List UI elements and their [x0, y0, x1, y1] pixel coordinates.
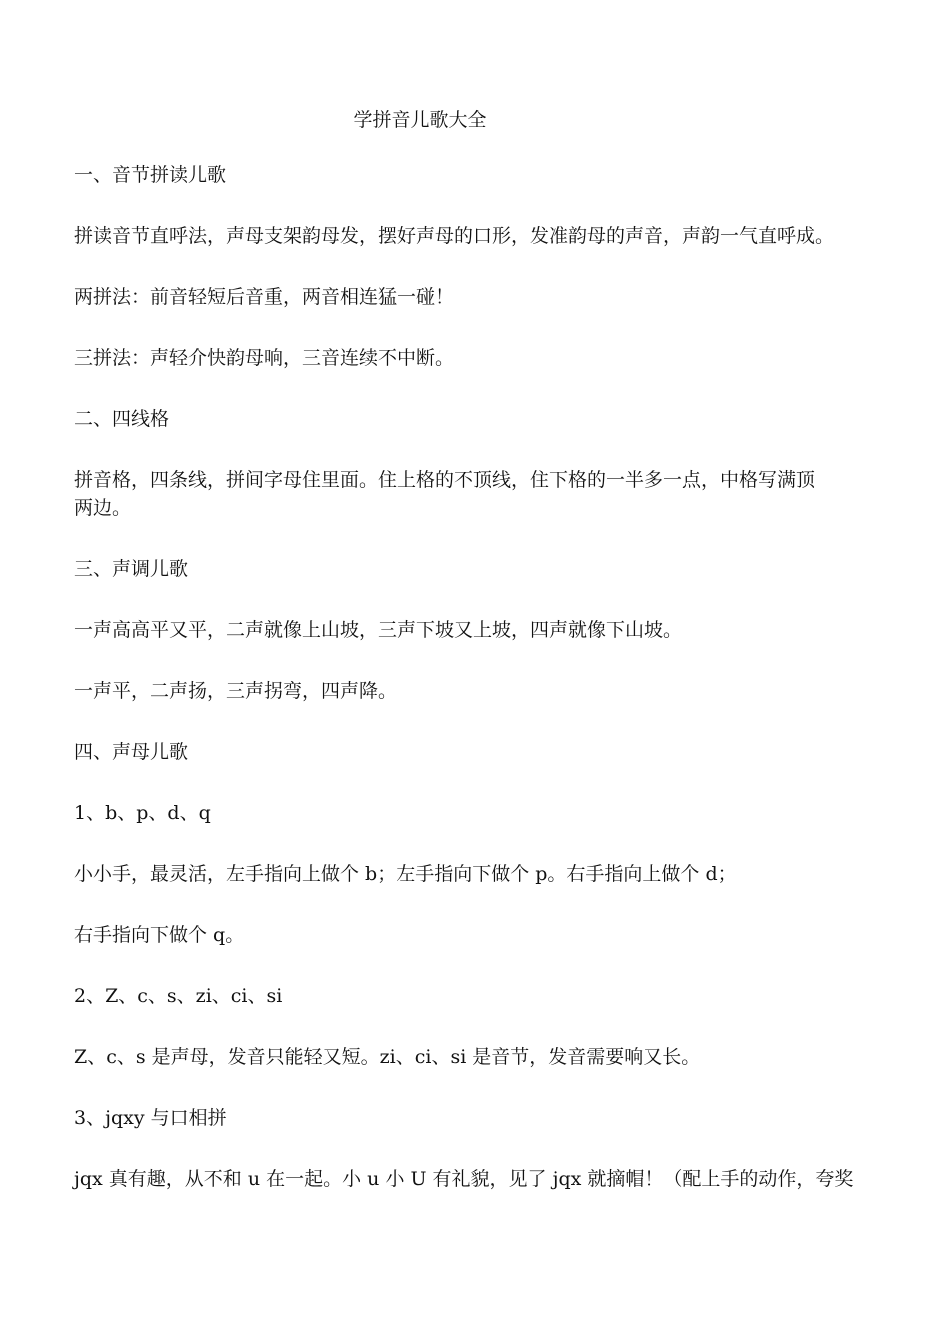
paragraph-line: 两边。 — [74, 497, 132, 519]
paragraph: 一声高高平又平，二声就像上山坡，三声下坡又上坡，四声就像下山坡。 — [74, 619, 683, 641]
paragraph: 两拼法：前音轻短后音重，两音相连猛一碰！ — [74, 286, 455, 308]
section-heading-syllable: 一、音节拼读儿歌 — [74, 164, 227, 186]
subheading: 3、jqxy 与口相拼 — [74, 1107, 227, 1129]
document-title: 学拼音儿歌大全 — [353, 109, 487, 131]
paragraph: 拼读音节直呼法，声母支架韵母发，摆好声母的口形，发准韵母的声音，声韵一气直呼成。 — [74, 225, 835, 247]
paragraph: Z、c、s 是声母，发音只能轻又短。zi、ci、si 是音节，发音需要响又长。 — [74, 1046, 701, 1068]
section-heading-initials: 四、声母儿歌 — [74, 741, 189, 763]
subheading: 1、b、p、d、q — [74, 802, 211, 824]
section-heading-tones: 三、声调儿歌 — [74, 558, 189, 580]
paragraph: 一声平，二声扬，三声拐弯，四声降。 — [74, 680, 398, 702]
paragraph: 右手指向下做个 q。 — [74, 924, 245, 946]
section-heading-four-line-grid: 二、四线格 — [74, 408, 170, 430]
document-body — [74, 161, 884, 1226]
paragraph: jqx 真有趣，从不和 u 在一起。小 u 小 U 有礼貌，见了 jqx 就摘帽！（配上手的动作，夸奖 — [74, 1168, 854, 1190]
paragraph — [74, 466, 884, 522]
subheading: 2、Z、c、s、zi、ci、si — [74, 985, 283, 1007]
paragraph: 小小手，最灵活，左手指向上做个 b；左手指向下做个 p。右手指向上做个 d； — [74, 863, 737, 885]
paragraph: 三拼法：声轻介快韵母响，三音连续不中断。 — [74, 347, 455, 369]
paragraph-line: 拼音格，四条线，拼间字母住里面。住上格的不顶线，住下格的一半多一点，中格写满顶 — [74, 469, 816, 491]
